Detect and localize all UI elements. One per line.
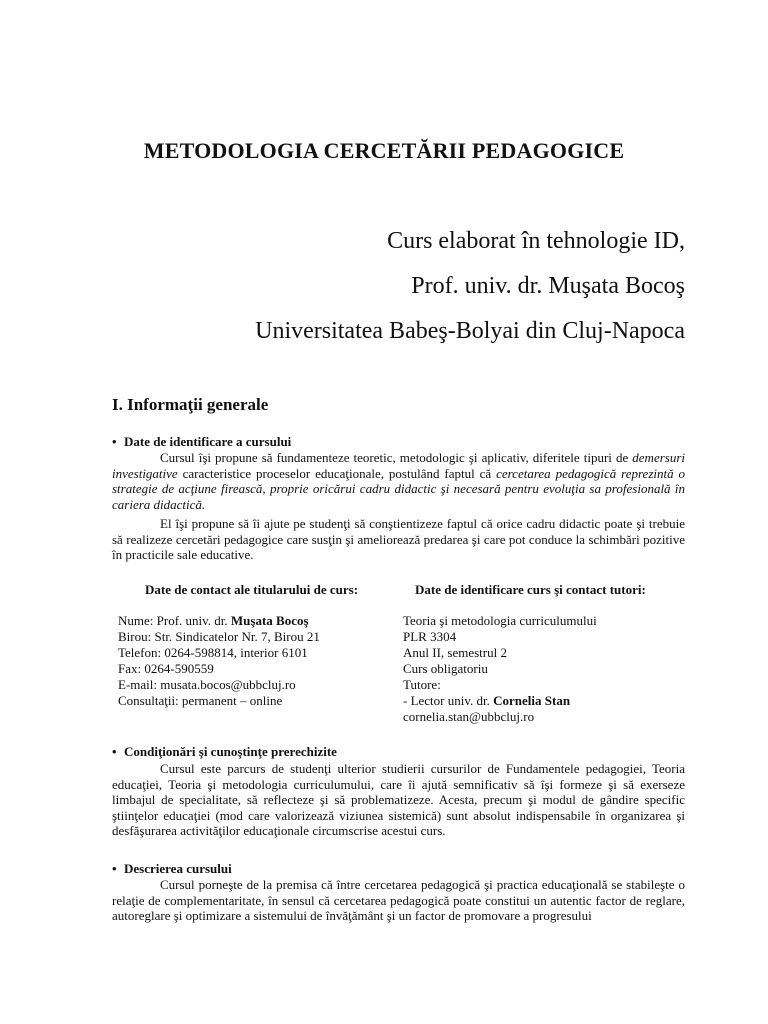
bold-name: Muşata Bocoş: [230, 613, 309, 628]
tutor-email: cornelia.stan@ubbcluj.ro: [403, 709, 535, 724]
contact-line: Fax: 0264-590559: [118, 661, 214, 676]
bullet-dot-icon: •: [112, 744, 117, 759]
emphasis-text: demersuri investigative: [112, 450, 685, 481]
bullet-description: [112, 861, 232, 877]
course-line: Teoria şi metodologia curriculumului: [403, 613, 597, 628]
text-run: Cursul porneşte de la premisa că între cercetarea pedagogică şi practica educaţională se stabileşte o relaţie de complementaritate, în sensul că cercetarea pedagogică poate constitui un autentic factor de reglare, autoreglare şi optimizare a sistemului de învăţământ şi un factor de promovare a progresului: [112, 877, 685, 924]
subtitle-line-1: Curs elaborat în tehnologie ID,: [387, 228, 685, 254]
bullet-dot-icon: •: [112, 861, 117, 876]
bullet-label: Condiţionări şi cunoştinţe prerechizite: [124, 744, 337, 759]
paragraph-course-purpose: [112, 450, 685, 512]
page-title: METODOLOGIA CERCETĂRII PEDAGOGICE: [143, 138, 625, 163]
contact-line: Telefon: 0264-598814, interior 6101: [118, 645, 308, 660]
paragraph-prerequisites: [112, 761, 685, 839]
bullet-label: Date de identificare a cursului: [124, 434, 292, 449]
course-line: Curs obligatoriu: [403, 661, 488, 676]
section-heading: I. Informaţii generale: [112, 395, 269, 414]
text-run: El îşi propune să îi ajute pe studenţi să conştientizeze faptul că orice cadru didactic poate şi trebuie să realizeze cercetări pedagogice care susţin şi ameliorează predarea şi care pot conduce la schimbări pozitive în practicile sale educative.: [112, 516, 685, 563]
text-run: caracteristice proceselor educaţionale, postulând faptul că: [177, 465, 497, 481]
bullet-prerequisites: [112, 744, 337, 760]
contact-name: [118, 613, 320, 629]
subtitle-line-3: Universitatea Babeş-Bolyai din Cluj-Napoca: [255, 318, 685, 344]
contact-right-heading: Date de identificare curs şi contact tutori:: [415, 582, 646, 597]
text-run: Cursul îşi propune să fundamenteze teoretic, metodologic şi aplicativ, diferitele tipuri de: [160, 450, 633, 465]
contact-left-list: [118, 613, 320, 709]
contact-line: Birou: Str. Sindicatelor Nr. 7, Birou 21: [118, 629, 320, 644]
bullet-identification: [112, 434, 291, 450]
tutor-name: [403, 693, 597, 709]
bullet-dot-icon: •: [112, 434, 117, 449]
paragraph-course-aim: [112, 516, 685, 563]
subtitle-line-2: Prof. univ. dr. Muşata Bocoş: [411, 273, 685, 299]
course-line: PLR 3304: [403, 629, 457, 644]
course-line: Tutore:: [403, 677, 441, 692]
bold-name: Cornelia Stan: [493, 693, 571, 708]
bullet-label: Descrierea cursului: [124, 861, 232, 876]
emphasis-text: cercetarea pedagogică reprezintă o strategie de acţiune firească, proprie oricărui cadru didactic şi necesară pentru evoluţia sa profesională în cariera didactică.: [112, 465, 686, 512]
contact-line: Consultaţii: permanent – online: [118, 693, 283, 708]
paragraph-description: [112, 877, 685, 924]
contact-left-heading: Date de contact ale titularului de curs:: [145, 582, 359, 597]
text-run: Cursul este parcurs de studenţi ulterior studierii cursurilor de Fundamentele pedagogiei, Teoria educaţiei, Teoria şi metodologia curriculumului, care îi ajută semnificativ să îşi formeze şi să exerseze limbajul de specialitate, să reflecteze şi să problematizeze. Acesta, precum şi modul de gândire specific ştiinţelor educaţiei (mod care valorizează viziunea sistemică) sunt absolut indispensabile în organizarea şi desfăşurarea activităţilor educaţionale circumscrise acestui curs.: [112, 761, 685, 839]
contact-right-list: [403, 613, 597, 725]
text-run: - Lector univ. dr.: [403, 693, 494, 708]
contact-line: E-mail: musata.bocos@ubbcluj.ro: [118, 677, 296, 692]
course-line: Anul II, semestrul 2: [403, 645, 507, 660]
text-run: Nume: Prof. univ. dr.: [118, 613, 231, 628]
